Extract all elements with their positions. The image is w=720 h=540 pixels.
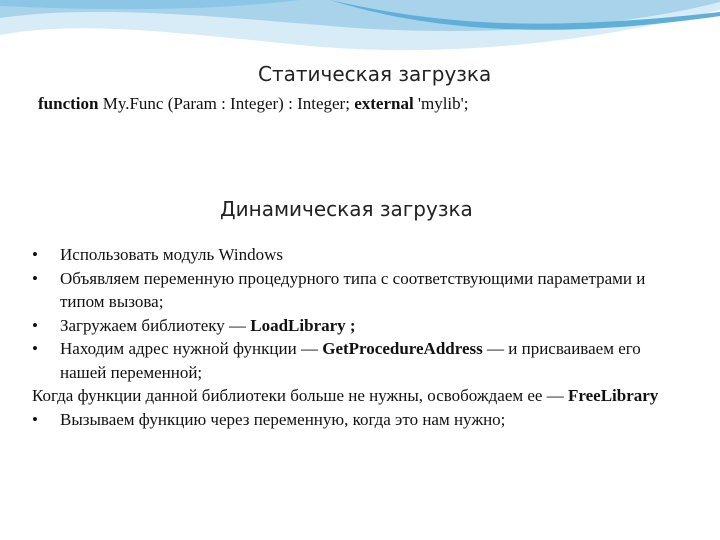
list-item-text: Когда функции данной библиотеки больше не нужны, освобождаем ее — — [32, 386, 568, 405]
list-item-text: Объявляем переменную процедурного типа с соответствующими параметрами и типом вызова; — [60, 268, 646, 311]
function-name-loadlibrary: LoadLibrary ; — [250, 315, 356, 335]
library-name: 'mylib'; — [413, 94, 469, 113]
list-item-text: Находим адрес нужной функции — — [60, 339, 323, 358]
dynamic-loading-steps — [30, 243, 690, 431]
function-name-freelibrary: FreeLibrary — [567, 386, 659, 405]
list-item — [30, 337, 690, 384]
list-item — [30, 267, 690, 314]
list-item — [30, 384, 690, 408]
dynamic-loading-heading: Динамическая загрузка — [220, 197, 473, 221]
list-item-text: Загружаем библиотеку — — [60, 315, 251, 335]
keyword-external: external — [354, 94, 414, 113]
function-signature: My.Func (Param : Integer) : Integer; — [98, 94, 355, 113]
list-item — [30, 243, 690, 267]
list-item-tail: — и присваиваем его нашей переменной; — [60, 339, 641, 382]
list-item — [30, 408, 690, 432]
static-loading-heading: Статическая загрузка — [258, 62, 492, 86]
keyword-function: function — [38, 94, 99, 113]
list-item-text: Использовать модуль Windows — [60, 245, 284, 264]
static-declaration-code — [38, 94, 468, 114]
list-item-text: Вызываем функцию через переменную, когда это нам нужно; — [60, 409, 506, 429]
list-item — [30, 314, 690, 338]
function-name-getprocedureaddress: GetProcedureAddress — [322, 339, 483, 358]
